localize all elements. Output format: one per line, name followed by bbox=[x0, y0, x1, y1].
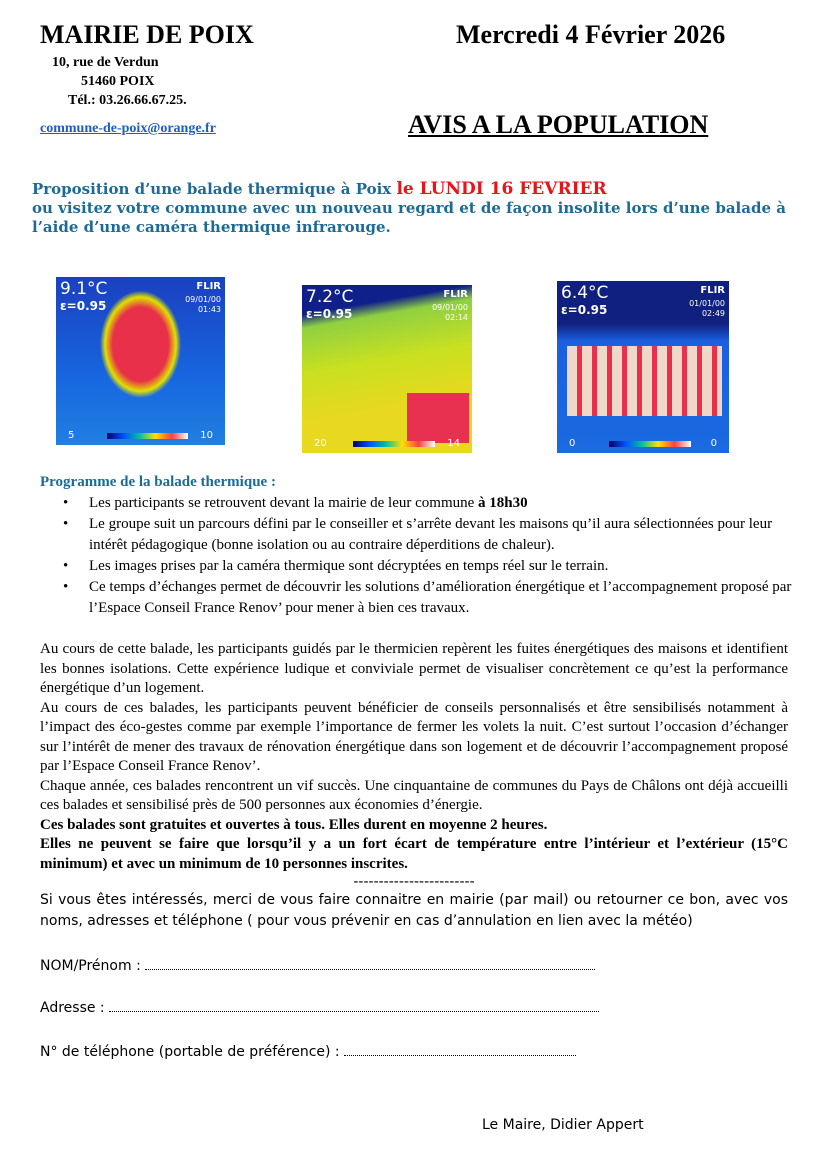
event-date: le LUNDI 16 FEVRIER bbox=[396, 179, 607, 199]
timestamp: 09/01/00 02:14 bbox=[432, 303, 468, 322]
temperature-readout: 9.1°C bbox=[60, 279, 108, 299]
program-item: • Ce temps d’échanges permet de découvrir les solutions d’amélioration énergétique et l’accompagnement proposé par l’Espace Conseil France Renov’ pour mener à bien ces travaux. bbox=[63, 577, 793, 619]
program-list bbox=[63, 493, 793, 619]
contact-request: Si vous êtes intéressés, merci de vous faire connaitre en mairie (par mail) ou retourner ce bon, avec vos noms, adresses et téléphone ( pour vous prévenir en cas d’annulation en lien avec la météo) bbox=[40, 892, 788, 929]
emissivity: ε=0.95 bbox=[60, 299, 107, 313]
name-field[interactable] bbox=[40, 958, 595, 974]
free-notice: Ces balades sont gratuites et ouvertes à tous. Elles durent en moyenne 2 heures. bbox=[40, 816, 548, 833]
address-street: 10, rue de Verdun bbox=[52, 55, 159, 70]
signature: Le Maire, Didier Appert bbox=[482, 1117, 644, 1133]
paragraph: Chaque année, ces balades rencontrent un vif succès. Une cinquantaine de communes du Pays de Châlons ont déjà accueilli ces balades et sensibilisé près de 500 personnes aux économies d’énergie. bbox=[40, 777, 788, 813]
address-field[interactable] bbox=[40, 1000, 599, 1016]
flir-logo: FLIR bbox=[443, 289, 468, 300]
intro bbox=[32, 180, 792, 237]
color-scale: 20 14 bbox=[314, 438, 460, 449]
emissivity: ε=0.95 bbox=[561, 303, 608, 317]
phone: Tél.: 03.26.66.67.25. bbox=[68, 93, 187, 108]
paragraph: Au cours de cette balade, les participants guidés par le thermicien repèrent les fuites énergétiques des maisons et identifient les bonnes isolations. Cette expérience ludique et conviviale permet de visualiser concrètement ce qu’est la performance énergétique d’un logement. bbox=[40, 641, 788, 696]
condition-notice: Elles ne peuvent se faire que lorsqu’il y a un fort écart de température entre l’intérieur et l’extérieur (15°C minimum) et avec un minimum de 10 personnes inscrites. bbox=[40, 836, 788, 872]
thermal-image-house bbox=[302, 285, 472, 453]
document-date: Mercredi 4 Février 2026 bbox=[456, 20, 726, 49]
color-scale: 0 0 bbox=[569, 438, 717, 449]
thermal-image-group bbox=[557, 281, 729, 453]
flir-logo: FLIR bbox=[196, 281, 221, 292]
mairie-name: MAIRIE DE POIX bbox=[40, 20, 254, 49]
emissivity: ε=0.95 bbox=[306, 307, 353, 321]
temperature-readout: 7.2°C bbox=[306, 287, 354, 307]
thermal-image-door bbox=[56, 277, 225, 445]
phone-label: N° de téléphone (portable de préférence) : bbox=[40, 1044, 340, 1060]
program-title: Programme de la balade thermique : bbox=[40, 474, 276, 490]
flir-logo: FLIR bbox=[700, 285, 725, 296]
phone-field[interactable] bbox=[40, 1044, 576, 1060]
name-label: NOM/Prénom : bbox=[40, 958, 141, 974]
body-text bbox=[40, 640, 788, 932]
paragraph: Au cours de ces balades, les participants peuvent bénéficier de conseils personnalisés et être sensibilisés notamment à l’impact des éco-gestes comme par exemple l’importance de fermer les volets la nuit. C’est surtout l’occasion d’échanger sur l’intérêt de mener des travaux de rénovation énergétique dans son logement et de découvrir l’accompagnement proposé par l’Espace Conseil France Renov’. bbox=[40, 699, 788, 774]
temperature-readout: 6.4°C bbox=[561, 283, 609, 303]
email-link[interactable]: commune-de-poix@orange.fr bbox=[40, 121, 216, 136]
address-label: Adresse : bbox=[40, 1000, 105, 1016]
timestamp: 09/01/00 01:43 bbox=[185, 295, 221, 314]
notice-title: AVIS A LA POPULATION bbox=[408, 110, 709, 139]
separator: ------------------------ bbox=[353, 874, 475, 890]
program-item: • Les images prises par la caméra thermique sont décryptées en temps réel sur le terrain. bbox=[63, 556, 793, 577]
program-item: • Les participants se retrouvent devant la mairie de leur commune à 18h30 bbox=[63, 493, 793, 514]
address-city: 51460 POIX bbox=[81, 74, 155, 89]
intro-line1: Proposition d’une balade thermique à Poix bbox=[32, 180, 397, 198]
timestamp: 01/01/00 02:49 bbox=[689, 299, 725, 318]
program-item: • Le groupe suit un parcours défini par le conseiller et s’arrête devant les maisons qu’il aura sélectionnées pour leur intérêt pédagogique (bonne isolation ou au contraire déperditions de chaleur). bbox=[63, 514, 793, 556]
intro-line2: ou visitez votre commune avec un nouveau regard et de façon insolite lors d’une balade à l’aide d’une caméra thermique infrarouge. bbox=[32, 199, 786, 236]
color-scale: 5 10 bbox=[68, 430, 213, 441]
